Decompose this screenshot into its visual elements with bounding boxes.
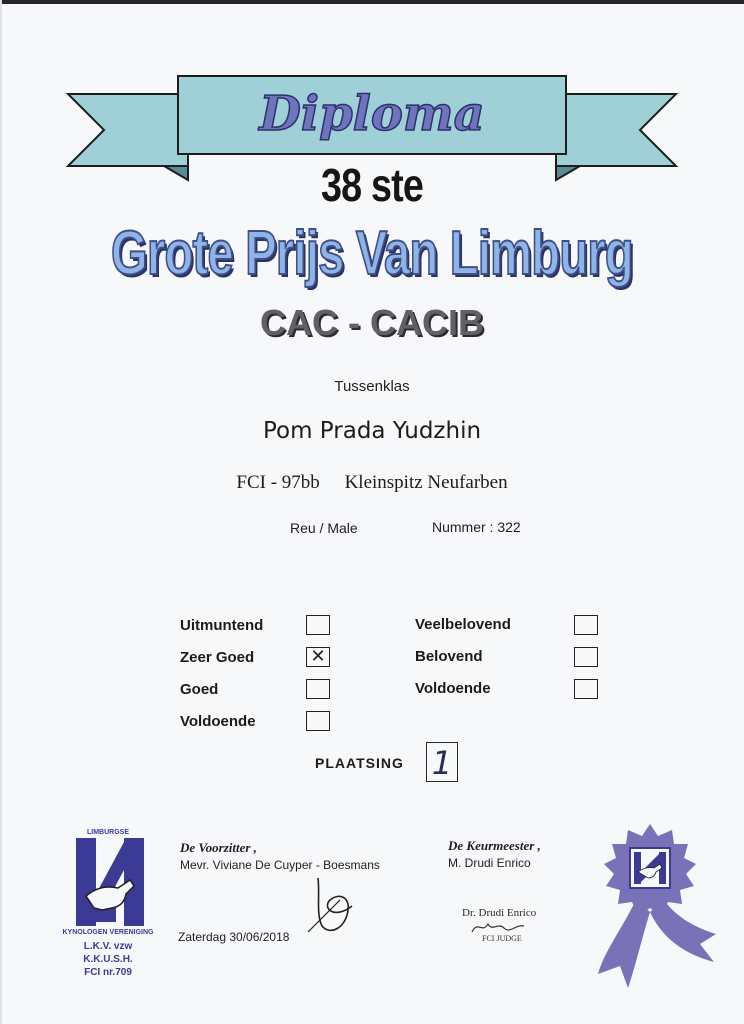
chair-name: Mevr. Viviane De Cuyper - Boesmans: [180, 858, 380, 872]
grade-label: Voldoende: [180, 713, 256, 730]
judge-stamp-name: Dr. Drudi Enrico: [462, 907, 537, 919]
club-line-3: FCI nr.709: [84, 967, 132, 978]
award-title: CAC - CACIB: [260, 302, 484, 343]
grade-checkbox[interactable]: [574, 615, 598, 635]
catalog-number: Nummer : 322: [432, 519, 521, 535]
club-line-2: K.K.U.S.H.: [83, 954, 133, 965]
placing-label: PLAATSING: [315, 755, 404, 771]
grade-checkbox[interactable]: [574, 647, 598, 667]
fci-group: FCI - 97bb: [236, 472, 320, 493]
breed-line: [0, 472, 744, 494]
event-edition: 38 ste: [320, 159, 424, 211]
check-mark: [575, 616, 597, 634]
club-line-1: L.K.V. vzw: [83, 941, 133, 952]
club-logo-top-text: LIMBURGSE: [87, 829, 129, 836]
grade-label: Zeer Goed: [180, 649, 255, 666]
check-mark: [575, 648, 597, 666]
check-mark: [307, 712, 329, 730]
rosette-icon: [580, 822, 720, 992]
show-date: Zaterdag 30/06/2018: [178, 930, 290, 944]
banner-title: Diploma: [259, 86, 485, 142]
grade-label: Uitmuntend: [180, 617, 264, 634]
grade-label: Goed: [180, 681, 219, 698]
placing-box[interactable]: [426, 742, 458, 782]
scan-top-edge: [0, 0, 744, 4]
check-mark: [575, 680, 597, 698]
chair-signature: [300, 870, 364, 940]
class-name: Tussenklas: [334, 378, 410, 395]
dog-name: Pom Prada Yudzhin: [262, 418, 482, 444]
judge-stamp-role: FCI JUDGE: [482, 934, 522, 943]
judge-name: M. Drudi Enrico: [448, 856, 531, 870]
placing-value: 1: [431, 744, 453, 782]
grade-label: Voldoende: [415, 680, 491, 697]
grade-checkbox[interactable]: [574, 679, 598, 699]
event-title: Grote Prijs Van Limburg: [111, 219, 633, 288]
scan-left-edge: [0, 0, 2, 1024]
dog-sex: Reu / Male: [290, 520, 358, 536]
grade-checkbox[interactable]: [306, 711, 330, 731]
check-mark: ✕: [310, 646, 326, 667]
grade-label: Belovend: [415, 648, 483, 665]
grade-label: Veelbelovend: [415, 616, 511, 633]
check-mark: [307, 616, 329, 634]
club-logo-bottom-text: KYNOLOGEN VERENIGING: [62, 929, 154, 936]
judge-title: De Keurmeester ,: [448, 838, 541, 853]
club-logo: [72, 836, 148, 928]
check-mark: [307, 680, 329, 698]
breed-name: Kleinspitz Neufarben: [344, 472, 508, 493]
grade-checkbox[interactable]: [306, 679, 330, 699]
grade-checkbox[interactable]: [306, 615, 330, 635]
chair-title: De Voorzitter ,: [180, 840, 257, 855]
grade-checkbox[interactable]: [306, 647, 330, 667]
